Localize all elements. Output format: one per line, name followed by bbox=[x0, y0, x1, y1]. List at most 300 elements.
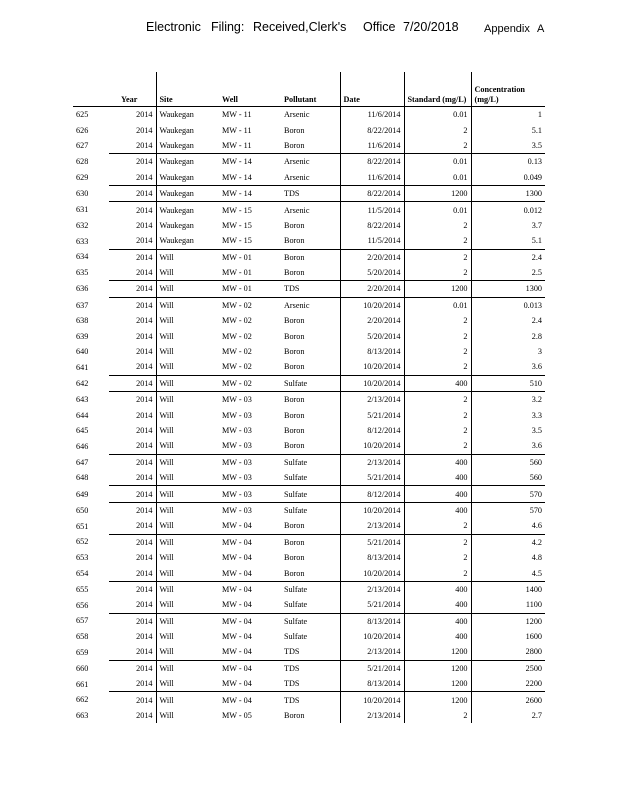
cell-standard: 2 bbox=[404, 565, 471, 581]
cell-well: MW - 02 bbox=[219, 297, 281, 313]
cell-concentration: 5.1 bbox=[531, 236, 542, 246]
table-row bbox=[73, 265, 545, 281]
cell-site: Will bbox=[156, 660, 219, 676]
row-number: 652 bbox=[76, 537, 89, 547]
cell-date: 10/20/2014 bbox=[340, 629, 404, 644]
table-row bbox=[73, 581, 545, 597]
cell-date: 10/20/2014 bbox=[340, 438, 404, 454]
cell-site: Waukegan bbox=[156, 154, 219, 170]
cell-standard: 0.01 bbox=[404, 297, 471, 313]
cell-date: 5/20/2014 bbox=[340, 265, 404, 281]
cell-pollutant: Sulfate bbox=[281, 486, 340, 502]
row-number: 648 bbox=[76, 473, 89, 483]
cell-site: Will bbox=[159, 362, 174, 372]
cell-year: 2014 bbox=[109, 423, 156, 438]
cell-standard: 2 bbox=[404, 122, 471, 137]
table-row bbox=[73, 107, 545, 123]
cell-concentration: 0.013 bbox=[471, 297, 545, 313]
cell-date: 2/13/2014 bbox=[340, 581, 404, 597]
table-row bbox=[73, 550, 545, 565]
cell-site: Will bbox=[156, 502, 219, 518]
table-row bbox=[73, 629, 545, 644]
cell-date: 8/13/2014 bbox=[340, 344, 404, 359]
cell-site: Will bbox=[159, 473, 174, 483]
cell-pollutant: Arsenic bbox=[281, 107, 340, 123]
table-header-row bbox=[73, 72, 545, 107]
row-number: 653 bbox=[76, 553, 89, 563]
cell-year: 2014 bbox=[109, 644, 156, 660]
cell-well: MW - 15 bbox=[222, 236, 252, 246]
cell-concentration: 4.5 bbox=[531, 568, 542, 578]
cell-year: 2014 bbox=[109, 518, 156, 534]
cell-site: Will bbox=[156, 486, 219, 502]
cell-year: 2014 bbox=[109, 708, 156, 723]
cell-date: 8/12/2014 bbox=[340, 486, 404, 502]
row-number: 639 bbox=[76, 331, 89, 341]
cell-pollutant: Boron bbox=[281, 218, 340, 233]
cell-well: MW - 01 bbox=[219, 249, 281, 265]
table-row bbox=[73, 185, 545, 201]
cell-well: MW - 04 bbox=[222, 568, 252, 578]
cell-year: 2014 bbox=[109, 407, 156, 422]
cell-concentration: 560 bbox=[471, 454, 545, 470]
cell-standard: 2 bbox=[404, 359, 471, 375]
cell-pollutant: TDS bbox=[281, 692, 340, 708]
row-number: 627 bbox=[76, 141, 89, 151]
cell-standard: 400 bbox=[404, 486, 471, 502]
cell-standard: 400 bbox=[404, 597, 471, 613]
cell-year: 2014 bbox=[109, 502, 156, 518]
cell-concentration: 1300 bbox=[471, 281, 545, 297]
table-row bbox=[73, 454, 545, 470]
cell-concentration: 1600 bbox=[525, 632, 542, 642]
table-row bbox=[73, 438, 545, 454]
cell-pollutant: Boron bbox=[281, 138, 340, 154]
cell-pollutant: Boron bbox=[281, 708, 340, 723]
cell-concentration: 2600 bbox=[471, 692, 545, 708]
cell-date: 11/5/2014 bbox=[340, 233, 404, 249]
cell-concentration: 0.012 bbox=[471, 202, 545, 218]
cell-pollutant: Arsenic bbox=[281, 297, 340, 313]
table-row bbox=[73, 565, 545, 581]
cell-well: MW - 04 bbox=[222, 679, 252, 689]
cell-year: 2014 bbox=[109, 297, 156, 313]
table-row bbox=[73, 597, 545, 613]
table-row bbox=[73, 249, 545, 265]
cell-pollutant: Sulfate bbox=[281, 375, 340, 391]
row-number: 640 bbox=[76, 347, 89, 357]
row-number: 649 bbox=[76, 489, 89, 499]
cell-site: Will bbox=[156, 534, 219, 550]
cell-well: MW - 04 bbox=[219, 660, 281, 676]
cell-date: 5/21/2014 bbox=[340, 597, 404, 613]
cell-year: 2014 bbox=[109, 107, 156, 123]
cell-concentration: 3.3 bbox=[531, 410, 542, 420]
cell-well: MW - 01 bbox=[222, 268, 252, 278]
row-number: 636 bbox=[76, 284, 89, 294]
cell-standard: 2 bbox=[404, 708, 471, 723]
cell-pollutant: Sulfate bbox=[281, 613, 340, 629]
cell-date: 5/20/2014 bbox=[340, 328, 404, 343]
cell-year: 2014 bbox=[109, 375, 156, 391]
table-row bbox=[73, 281, 545, 297]
cell-site: Waukegan bbox=[159, 236, 194, 246]
cell-date: 2/13/2014 bbox=[340, 644, 404, 660]
cell-year: 2014 bbox=[109, 233, 156, 249]
table-row bbox=[73, 313, 545, 328]
cell-pollutant: Sulfate bbox=[281, 502, 340, 518]
cell-site: Will bbox=[159, 647, 174, 657]
table-row bbox=[73, 375, 545, 391]
row-number: 645 bbox=[76, 426, 89, 435]
cell-well: MW - 14 bbox=[219, 185, 281, 201]
cell-concentration: 2500 bbox=[471, 660, 545, 676]
cell-pollutant: Boron bbox=[281, 518, 340, 534]
row-number: 655 bbox=[76, 584, 89, 594]
header-received: Received,Clerk's bbox=[253, 20, 347, 34]
cell-concentration: 3.2 bbox=[471, 392, 545, 408]
cell-well: MW - 11 bbox=[222, 110, 252, 120]
header-concentration: Concentration (mg/L) bbox=[471, 72, 545, 107]
cell-pollutant: Boron bbox=[281, 359, 340, 375]
cell-standard: 0.01 bbox=[404, 154, 471, 170]
cell-standard: 400 bbox=[404, 581, 471, 597]
cell-year: 2014 bbox=[109, 281, 156, 297]
cell-well: MW - 15 bbox=[222, 220, 252, 230]
cell-date: 10/20/2014 bbox=[340, 359, 404, 375]
cell-year: 2014 bbox=[109, 550, 156, 565]
cell-concentration: 3.6 bbox=[531, 362, 542, 372]
cell-standard: 1200 bbox=[404, 644, 471, 660]
cell-date: 2/20/2014 bbox=[340, 249, 404, 265]
cell-standard: 400 bbox=[404, 375, 471, 391]
cell-date: 11/6/2014 bbox=[340, 107, 404, 123]
cell-concentration: 510 bbox=[471, 375, 545, 391]
cell-concentration: 4.8 bbox=[531, 553, 542, 563]
cell-date: 5/21/2014 bbox=[340, 660, 404, 676]
cell-well: MW - 02 bbox=[222, 331, 252, 341]
cell-date: 10/20/2014 bbox=[340, 375, 404, 391]
cell-concentration: 4.2 bbox=[471, 534, 545, 550]
cell-well: MW - 04 bbox=[222, 647, 252, 657]
row-number: 643 bbox=[76, 394, 89, 404]
cell-standard: 400 bbox=[404, 502, 471, 518]
cell-date: 11/6/2014 bbox=[340, 170, 404, 186]
table-row bbox=[73, 170, 545, 186]
cell-year: 2014 bbox=[109, 692, 156, 708]
row-number: 634 bbox=[76, 252, 89, 262]
cell-well: MW - 04 bbox=[219, 613, 281, 629]
cell-year: 2014 bbox=[109, 249, 156, 265]
cell-standard: 2 bbox=[404, 534, 471, 550]
cell-standard: 2 bbox=[404, 423, 471, 438]
row-number: 654 bbox=[76, 568, 89, 578]
cell-well: MW - 14 bbox=[219, 154, 281, 170]
cell-year: 2014 bbox=[109, 565, 156, 581]
cell-year: 2014 bbox=[109, 170, 156, 186]
cell-year: 2014 bbox=[109, 122, 156, 137]
cell-well: MW - 03 bbox=[219, 486, 281, 502]
cell-year: 2014 bbox=[109, 313, 156, 328]
cell-concentration: 5.1 bbox=[531, 125, 542, 135]
cell-date: 2/13/2014 bbox=[340, 392, 404, 408]
row-number: 657 bbox=[76, 616, 89, 626]
cell-standard: 1200 bbox=[404, 281, 471, 297]
cell-site: Will bbox=[159, 711, 174, 721]
cell-date: 8/12/2014 bbox=[340, 423, 404, 438]
row-number: 638 bbox=[76, 316, 89, 326]
table-row bbox=[73, 407, 545, 422]
row-number: 663 bbox=[76, 711, 89, 721]
cell-well: MW - 02 bbox=[222, 362, 252, 372]
cell-standard: 2 bbox=[404, 233, 471, 249]
cell-site: Will bbox=[159, 441, 174, 451]
cell-date: 8/22/2014 bbox=[340, 122, 404, 137]
cell-well: MW - 03 bbox=[219, 454, 281, 470]
cell-pollutant: Boron bbox=[281, 344, 340, 359]
cell-year: 2014 bbox=[109, 676, 156, 692]
cell-well: MW - 11 bbox=[222, 125, 252, 135]
cell-well: MW - 04 bbox=[219, 534, 281, 550]
cell-well: MW - 15 bbox=[219, 202, 281, 218]
table-row bbox=[73, 344, 545, 359]
cell-well: MW - 04 bbox=[222, 632, 252, 642]
cell-pollutant: Boron bbox=[281, 313, 340, 328]
row-number: 662 bbox=[76, 695, 89, 705]
header-filing: Filing: bbox=[211, 20, 245, 34]
row-number: 630 bbox=[76, 189, 89, 199]
row-number: 633 bbox=[76, 236, 89, 246]
header-office: Office bbox=[363, 20, 396, 34]
cell-concentration: 560 bbox=[529, 473, 542, 483]
cell-concentration: 1300 bbox=[471, 185, 545, 201]
cell-pollutant: Sulfate bbox=[281, 454, 340, 470]
cell-site: Will bbox=[156, 454, 219, 470]
cell-site: Will bbox=[156, 613, 219, 629]
table-row bbox=[73, 233, 545, 249]
table-row bbox=[73, 692, 545, 708]
cell-well: MW - 01 bbox=[219, 281, 281, 297]
cell-site: Will bbox=[159, 568, 174, 578]
row-number: 637 bbox=[76, 300, 89, 310]
cell-date: 5/21/2014 bbox=[340, 534, 404, 550]
cell-pollutant: TDS bbox=[281, 676, 340, 692]
cell-pollutant: Boron bbox=[281, 392, 340, 408]
cell-standard: 1200 bbox=[404, 692, 471, 708]
cell-well: MW - 03 bbox=[222, 426, 252, 435]
cell-concentration: 1 bbox=[537, 110, 542, 120]
cell-year: 2014 bbox=[109, 344, 156, 359]
table-row bbox=[73, 486, 545, 502]
cell-pollutant: Boron bbox=[281, 534, 340, 550]
cell-well: MW - 02 bbox=[222, 316, 252, 326]
cell-site: Will bbox=[156, 297, 219, 313]
cell-standard: 0.01 bbox=[404, 107, 471, 123]
cell-year: 2014 bbox=[109, 359, 156, 375]
cell-site: Will bbox=[156, 581, 219, 597]
cell-year: 2014 bbox=[109, 218, 156, 233]
cell-year: 2014 bbox=[109, 486, 156, 502]
cell-year: 2014 bbox=[109, 534, 156, 550]
cell-site: Waukegan bbox=[159, 172, 194, 182]
cell-concentration: 1400 bbox=[471, 581, 545, 597]
cell-standard: 2 bbox=[404, 328, 471, 343]
cell-pollutant: TDS bbox=[281, 281, 340, 297]
cell-date: 8/22/2014 bbox=[340, 185, 404, 201]
cell-standard: 2 bbox=[404, 265, 471, 281]
row-number: 641 bbox=[76, 362, 89, 372]
header-date: Date bbox=[340, 72, 404, 107]
cell-site: Will bbox=[156, 692, 219, 708]
table-row bbox=[73, 534, 545, 550]
cell-site: Will bbox=[159, 553, 174, 563]
header-standard: Standard (mg/L) bbox=[404, 72, 471, 107]
table-row bbox=[73, 470, 545, 486]
row-number: 659 bbox=[76, 647, 89, 657]
cell-site: Will bbox=[156, 375, 219, 391]
cell-year: 2014 bbox=[109, 202, 156, 218]
cell-standard: 0.01 bbox=[404, 170, 471, 186]
cell-site: Will bbox=[159, 268, 174, 278]
cell-year: 2014 bbox=[109, 581, 156, 597]
cell-pollutant: Boron bbox=[281, 265, 340, 281]
cell-standard: 1200 bbox=[404, 660, 471, 676]
cell-year: 2014 bbox=[109, 470, 156, 486]
cell-date: 2/13/2014 bbox=[340, 454, 404, 470]
cell-year: 2014 bbox=[109, 597, 156, 613]
cell-well: MW - 03 bbox=[219, 502, 281, 518]
cell-well: MW - 03 bbox=[222, 410, 252, 420]
header-appendix: Appendix bbox=[484, 23, 530, 35]
cell-concentration: 2.5 bbox=[531, 268, 542, 278]
cell-standard: 2 bbox=[404, 249, 471, 265]
row-number: 650 bbox=[76, 505, 89, 515]
cell-date: 2/13/2014 bbox=[340, 708, 404, 723]
cell-site: Waukegan bbox=[159, 110, 194, 120]
cell-pollutant: Boron bbox=[281, 407, 340, 422]
cell-standard: 2 bbox=[404, 392, 471, 408]
cell-well: MW - 03 bbox=[219, 392, 281, 408]
cell-standard: 2 bbox=[404, 344, 471, 359]
header-rownum bbox=[73, 72, 109, 107]
cell-pollutant: Boron bbox=[281, 550, 340, 565]
cell-standard: 0.01 bbox=[404, 202, 471, 218]
cell-concentration: 2.7 bbox=[531, 711, 542, 721]
cell-date: 8/22/2014 bbox=[340, 218, 404, 233]
cell-date: 11/5/2014 bbox=[340, 202, 404, 218]
cell-year: 2014 bbox=[109, 138, 156, 154]
cell-concentration: 570 bbox=[471, 502, 545, 518]
cell-year: 2014 bbox=[109, 454, 156, 470]
cell-site: Waukegan bbox=[156, 202, 219, 218]
cell-date: 8/13/2014 bbox=[340, 550, 404, 565]
cell-site: Will bbox=[159, 347, 174, 357]
table-row bbox=[73, 613, 545, 629]
cell-standard: 2 bbox=[404, 313, 471, 328]
cell-well: MW - 04 bbox=[222, 553, 252, 563]
header-electronic: Electronic bbox=[146, 20, 201, 34]
cell-concentration: 4.6 bbox=[531, 521, 542, 531]
header-pollutant: Pollutant bbox=[281, 72, 340, 107]
cell-concentration: 3.6 bbox=[531, 441, 542, 451]
cell-pollutant: TDS bbox=[281, 185, 340, 201]
table-row bbox=[73, 122, 545, 137]
cell-pollutant: TDS bbox=[281, 644, 340, 660]
cell-standard: 2 bbox=[404, 218, 471, 233]
cell-well: MW - 03 bbox=[222, 473, 252, 483]
cell-well: MW - 11 bbox=[222, 140, 252, 150]
table-row bbox=[73, 518, 545, 534]
row-number: 628 bbox=[76, 157, 89, 167]
cell-well: MW - 04 bbox=[222, 600, 252, 610]
cell-site: Will bbox=[159, 679, 174, 689]
row-number: 635 bbox=[76, 268, 89, 278]
table-row bbox=[73, 202, 545, 218]
cell-date: 10/20/2014 bbox=[340, 502, 404, 518]
row-number: 644 bbox=[76, 410, 89, 420]
cell-pollutant: Boron bbox=[281, 249, 340, 265]
cell-site: Will bbox=[156, 249, 219, 265]
cell-date: 8/22/2014 bbox=[340, 154, 404, 170]
cell-standard: 2 bbox=[404, 550, 471, 565]
table-row bbox=[73, 676, 545, 692]
table-row bbox=[73, 359, 545, 375]
row-number: 646 bbox=[76, 441, 89, 451]
cell-year: 2014 bbox=[109, 613, 156, 629]
cell-year: 2014 bbox=[109, 265, 156, 281]
cell-pollutant: Sulfate bbox=[281, 597, 340, 613]
cell-standard: 1200 bbox=[404, 676, 471, 692]
table-row bbox=[73, 502, 545, 518]
cell-concentration: 3.5 bbox=[531, 140, 542, 150]
header-year: Year bbox=[109, 72, 156, 107]
cell-year: 2014 bbox=[109, 392, 156, 408]
cell-concentration: 3.5 bbox=[531, 426, 542, 435]
table-row bbox=[73, 138, 545, 154]
cell-concentration: 1100 bbox=[525, 600, 542, 610]
cell-pollutant: Sulfate bbox=[281, 470, 340, 486]
cell-pollutant: TDS bbox=[281, 660, 340, 676]
cell-site: Will bbox=[156, 281, 219, 297]
cell-site: Waukegan bbox=[159, 140, 194, 150]
cell-concentration: 570 bbox=[471, 486, 545, 502]
table-row bbox=[73, 297, 545, 313]
cell-site: Will bbox=[159, 331, 174, 341]
cell-site: Waukegan bbox=[159, 220, 194, 230]
table-body bbox=[73, 107, 545, 724]
cell-pollutant: Boron bbox=[281, 423, 340, 438]
cell-year: 2014 bbox=[109, 629, 156, 644]
cell-concentration: 0.049 bbox=[523, 172, 542, 182]
cell-concentration: 1200 bbox=[471, 613, 545, 629]
table-row bbox=[73, 708, 545, 723]
row-number: 661 bbox=[76, 679, 89, 689]
cell-date: 10/20/2014 bbox=[340, 565, 404, 581]
cell-site: Will bbox=[159, 316, 174, 326]
cell-pollutant: Boron bbox=[281, 438, 340, 454]
cell-site: Will bbox=[159, 632, 174, 642]
row-number: 632 bbox=[76, 220, 89, 230]
cell-concentration: 3.7 bbox=[531, 220, 542, 230]
table-row bbox=[73, 392, 545, 408]
cell-pollutant: Boron bbox=[281, 328, 340, 343]
table-row bbox=[73, 154, 545, 170]
cell-pollutant: Arsenic bbox=[281, 154, 340, 170]
cell-pollutant: Arsenic bbox=[281, 202, 340, 218]
cell-date: 8/13/2014 bbox=[340, 676, 404, 692]
cell-concentration: 2.4 bbox=[471, 249, 545, 265]
cell-year: 2014 bbox=[109, 328, 156, 343]
